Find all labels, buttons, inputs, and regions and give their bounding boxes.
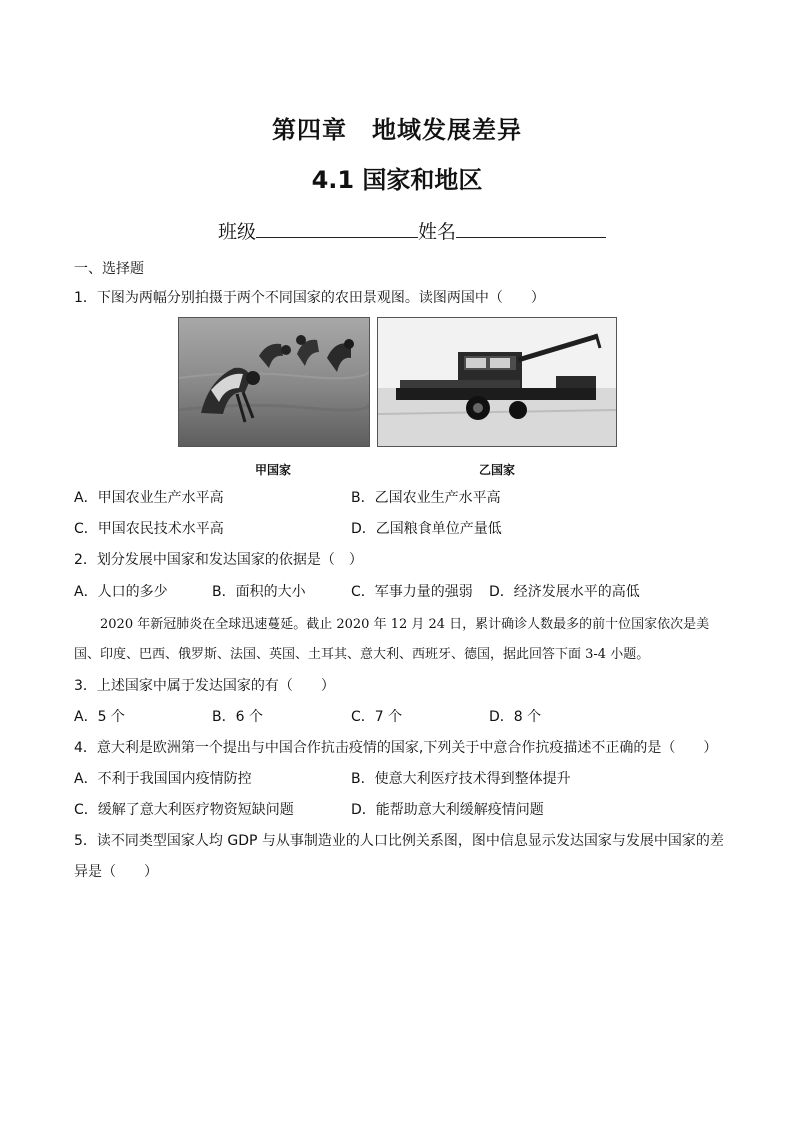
- q2-option-b[interactable]: B．面积的大小: [212, 584, 306, 600]
- q4-stem: 4．意大利是欧洲第一个提出与中国合作抗击疫情的国家,下列关于中意合作抗疫描述不正确的是（ ）: [74, 740, 718, 756]
- section-heading: 一、选择题: [74, 261, 144, 277]
- q3-stem: 3．上述国家中属于发达国家的有（ ）: [74, 678, 335, 694]
- q1-option-b[interactable]: B．乙国农业生产水平高: [351, 490, 501, 506]
- class-label: 班级: [218, 221, 257, 243]
- q1-option-c[interactable]: C．甲国农民技术水平高: [74, 521, 224, 537]
- q2-stem: 2．划分发展中国家和发达国家的依据是（ ）: [74, 552, 363, 568]
- q1-option-a[interactable]: A．甲国农业生产水平高: [74, 490, 224, 506]
- combine-harvester-photo: [378, 318, 616, 446]
- class-name-line: [218, 217, 606, 244]
- caption-country-b: 乙国家: [479, 463, 516, 477]
- name-blank[interactable]: [456, 219, 606, 238]
- q3-option-b[interactable]: B．6 个: [212, 709, 263, 725]
- q4-option-b[interactable]: B．使意大利医疗技术得到整体提升: [351, 771, 571, 787]
- q3-option-a[interactable]: A．5 个: [74, 709, 125, 725]
- q2-option-a[interactable]: A．人口的多少: [74, 584, 168, 600]
- q4-option-d[interactable]: D．能帮助意大利缓解疫情问题: [351, 802, 544, 818]
- name-label: 姓名: [418, 221, 457, 243]
- q1-option-d[interactable]: D．乙国粮食单位产量低: [351, 521, 502, 537]
- passage-line-2: 国、印度、巴西、俄罗斯、法国、英国、土耳其、意大利、西班牙、德国，据此回答下面 3-4 小题。: [74, 647, 650, 662]
- class-blank[interactable]: [256, 219, 418, 238]
- manual-farming-photo: [179, 318, 369, 446]
- q5-stem-line-2: 异是（ ）: [74, 864, 158, 880]
- q3-option-d[interactable]: D．8 个: [489, 709, 542, 725]
- photo-country-b: [377, 317, 617, 447]
- q4-option-c[interactable]: C．缓解了意大利医疗物资短缺问题: [74, 802, 294, 818]
- section-title: 4.1 国家和地区: [311, 166, 483, 194]
- q5-stem-line-1: 5．读不同类型国家人均 GDP 与从事制造业的人口比例关系图，图中信息显示发达国家与发展中国家的差: [74, 833, 724, 849]
- q2-option-d[interactable]: D．经济发展水平的高低: [489, 584, 640, 600]
- q1-stem: 1．下图为两幅分别拍摄于两个不同国家的农田景观图。读图两国中（ ）: [74, 290, 545, 306]
- q3-option-c[interactable]: C．7 个: [351, 709, 403, 725]
- photo-country-a: [178, 317, 370, 447]
- caption-country-a: 甲国家: [255, 463, 292, 477]
- q2-option-c[interactable]: C．军事力量的强弱: [351, 584, 473, 600]
- passage-line-1: 2020 年新冠肺炎在全球迅速蔓延。截止 2020 年 12 月 24 日，累计确诊人数最多的前十位国家依次是美: [100, 617, 710, 632]
- q4-option-a[interactable]: A．不利于我国国内疫情防控: [74, 771, 252, 787]
- chapter-title: 第四章 地域发展差异: [272, 116, 522, 144]
